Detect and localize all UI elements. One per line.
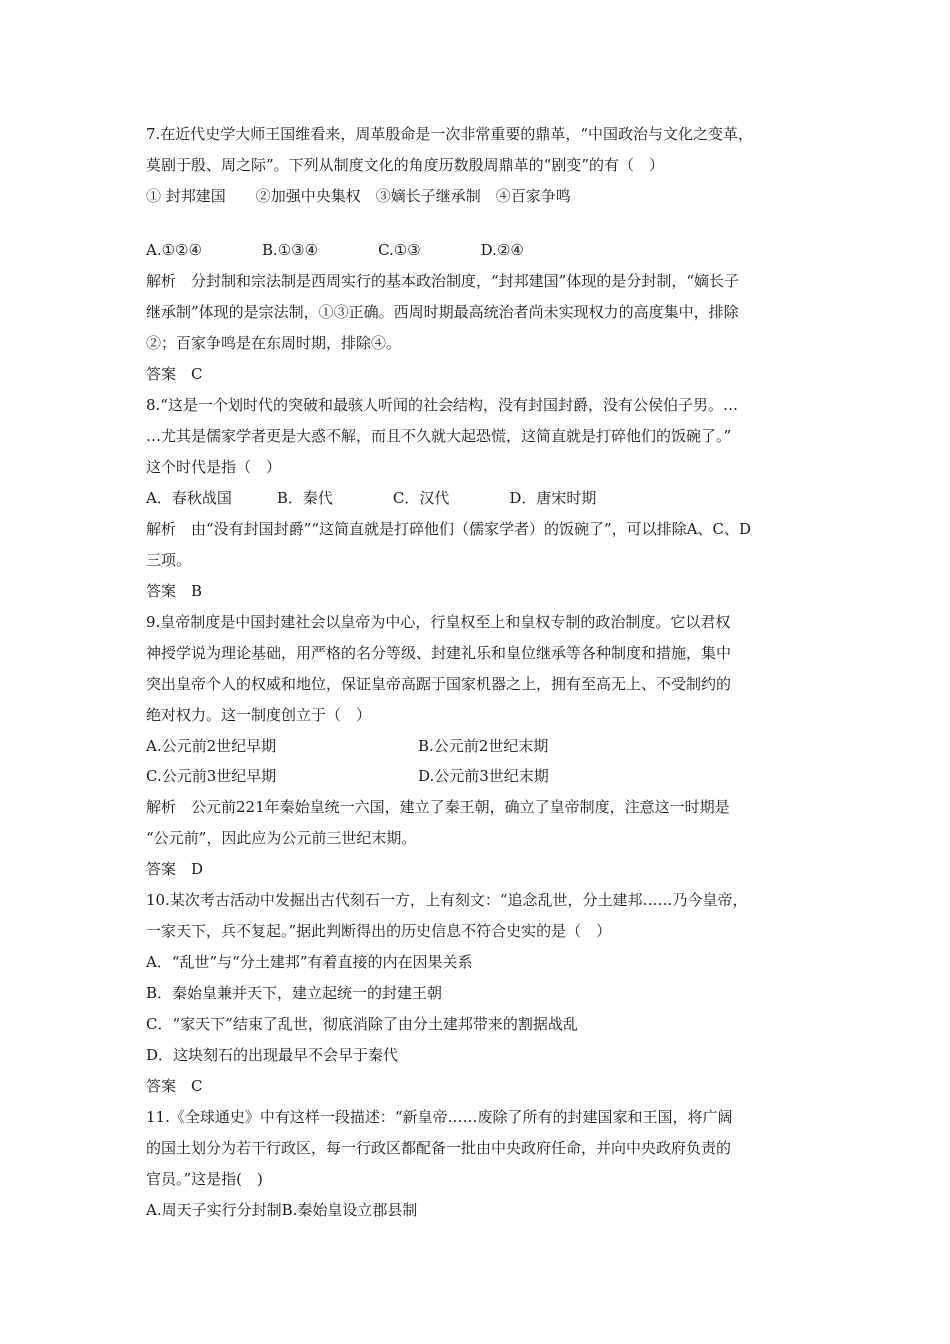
- question-9-analysis-line-1: 解析 公元前221年秦始皇统一六国，建立了秦王朝，确立了皇帝制度，注意这一时期是: [146, 798, 730, 816]
- question-7-line-2: 莫剧于殷、周之际”。下列从制度文化的角度历数殷周鼎革的“剧变”的有（ ）: [146, 156, 665, 174]
- question-7-answer: 答案 C: [146, 365, 203, 383]
- question-9-option-c: C.公元前3世纪早期: [146, 767, 277, 785]
- question-10-option-c: C．“家天下”结束了乱世，彻底消除了由分土建邦带来的割据战乱: [146, 1015, 578, 1033]
- question-7-line-1: 7.在近代史学大师王国维看来，周革殷命是一次非常重要的鼎革，“中国政治与文化之变革，: [146, 125, 753, 143]
- question-9-line-3: 突出皇帝个人的权威和地位，保证皇帝高踞于国家机器之上，拥有至高无上、不受制约的: [146, 675, 732, 693]
- question-9-line-1: 9.皇帝制度是中国封建社会以皇帝为中心，行皇权至上和皇权专制的政治制度。它以君权: [146, 613, 731, 631]
- question-10-line-1: 10.某次考古活动中发掘出古代刻石一方，上有刻文：“追念乱世，分土建邦……乃今皇帝，: [146, 891, 748, 909]
- question-8-line-3: 这个时代是指（ ）: [146, 458, 282, 476]
- question-10-option-d: D．这块刻石的出现最早不会早于秦代: [146, 1046, 399, 1064]
- question-8-answer: 答案 B: [146, 582, 203, 600]
- question-8-analysis-line-1: 解析 由“没有封国封爵”“这简直就是打碎他们（儒家学者）的饭碗了”，可以排除A、C、D: [146, 520, 752, 538]
- question-9-line-4: 绝对权力。这一制度创立于（ ）: [146, 706, 372, 724]
- question-9-option-a: A.公元前2世纪早期: [146, 737, 277, 755]
- question-9-option-b: B.公元前2世纪末期: [418, 737, 549, 755]
- question-11-options: A.周天子实行分封制B.秦始皇设立郡县制: [146, 1201, 418, 1219]
- question-10-line-2: 一家天下，兵不复起。”据此判断得出的历史信息不符合史实的是（ ）: [146, 922, 612, 940]
- question-7-analysis-line-2: 继承制”体现的是宗法制，①③正确。西周时期最高统治者尚未实现权力的高度集中，排除: [146, 303, 739, 321]
- question-11-line-1: 11.《全球通史》中有这样一段描述：“新皇帝……废除了所有的封建国家和王国，将广阔: [146, 1108, 733, 1126]
- question-8-options: A．春秋战国 B．秦代 C．汉代 D．唐宋时期: [146, 489, 597, 507]
- question-7-analysis-line-3: ②；百家争鸣是在东周时期，排除④。: [146, 334, 402, 352]
- question-9-analysis-line-2: “公元前”，因此应为公元前三世纪末期。: [146, 829, 417, 847]
- question-9-answer: 答案 D: [146, 860, 204, 878]
- question-10-answer: 答案 C: [146, 1077, 203, 1095]
- question-7-items: ① 封邦建国 ②加强中央集权 ③嫡长子继承制 ④百家争鸣: [146, 187, 571, 205]
- question-9-line-2: 神授学说为理论基础，用严格的名分等级、封建礼乐和皇位继承等各种制度和措施，集中: [146, 644, 732, 662]
- question-8-analysis-line-2: 三项。: [146, 551, 192, 569]
- question-7-analysis-line-1: 解析 分封制和宗法制是西周实行的基本政治制度，“封邦建国”体现的是分封制，“嫡长子: [146, 272, 740, 290]
- question-9-option-d: D.公元前3世纪末期: [418, 767, 549, 785]
- question-10-option-b: B．秦始皇兼并天下，建立起统一的封建王朝: [146, 984, 443, 1002]
- question-10-option-a: A．“乱世”与“分土建邦”有着直接的内在因果关系: [146, 953, 473, 971]
- question-11-line-3: 官员。”这是指( ): [146, 1170, 263, 1188]
- question-11-line-2: 的国土划分为若干行政区，每一行政区都配备一批由中央政府任命，并向中央政府负责的: [146, 1139, 732, 1157]
- question-7-options: A.①②④ B.①③④ C.①③ D.②④: [146, 241, 524, 259]
- question-8-line-2: …尤其是儒家学者更是大惑不解，而且不久就大起恐慌，这简直就是打碎他们的饭碗了。”: [146, 427, 732, 445]
- question-8-line-1: 8.“这是一个划时代的突破和最骇人听闻的社会结构，没有封国封爵，没有公侯伯子男。…: [146, 396, 738, 414]
